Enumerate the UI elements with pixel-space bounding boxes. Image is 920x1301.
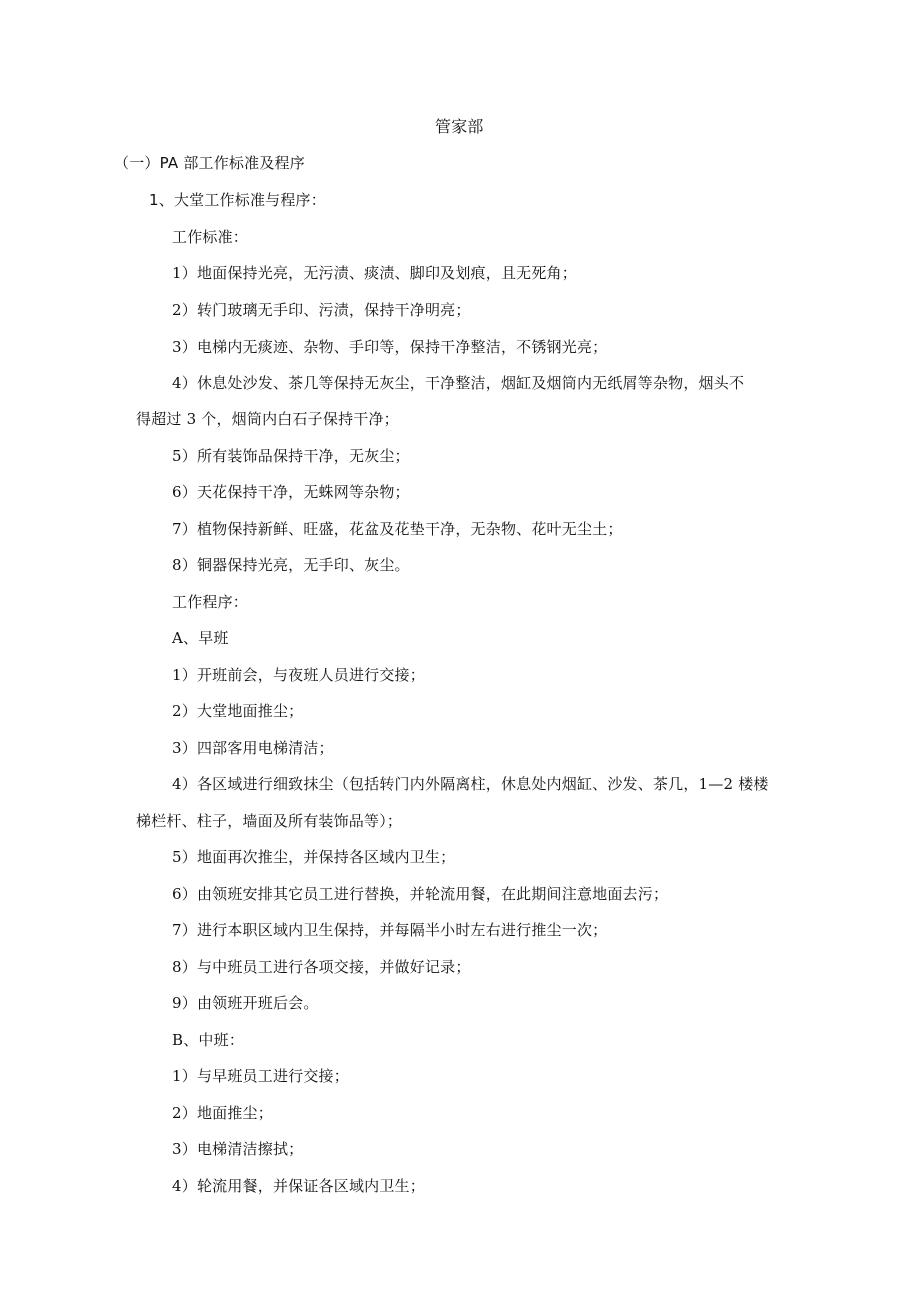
standards-heading: 工作标准： <box>172 228 249 246</box>
shift-a-label: A、早班 <box>172 629 229 647</box>
standard-item: 6）天花保持干净，无蛛网等杂物； <box>172 483 410 501</box>
standard-item-continuation: 得超过 3 个，烟筒内白石子保持干净； <box>136 410 399 428</box>
shift-a-step: 1）开班前会，与夜班人员进行交接； <box>172 666 425 684</box>
shift-a-step: 3）四部客用电梯清洁； <box>172 739 334 757</box>
shift-a-step: 4）各区域进行细致抹尘（包括转门内外隔离柱，休息处内烟缸、沙发、茶几，1—2 楼楼 <box>172 775 769 793</box>
procedures-heading: 工作程序： <box>172 593 249 611</box>
shift-a-step: 8）与中班员工进行各项交接，并做好记录； <box>172 958 471 976</box>
shift-b-step: 1）与早班员工进行交接； <box>172 1067 349 1085</box>
subsection-heading: 1、大堂工作标准与程序： <box>149 191 326 209</box>
shift-a-step: 6）由领班安排其它员工进行替换，并轮流用餐，在此期间注意地面去污； <box>172 885 669 903</box>
shift-a-step: 7）进行本职区域内卫生保持，并每隔半小时左右进行推尘一次； <box>172 921 608 939</box>
shift-a-step: 2）大堂地面推尘； <box>172 702 304 720</box>
standard-item: 8）铜器保持光亮，无手印、灰尘。 <box>172 556 410 574</box>
shift-a-step: 5）地面再次推尘，并保持各区域内卫生； <box>172 848 456 866</box>
page-title: 管家部 <box>435 117 484 136</box>
standard-item: 5）所有装饰品保持干净，无灰尘； <box>172 447 410 465</box>
standard-item: 1）地面保持光亮，无污渍、痰渍、脚印及划痕，且无死角； <box>172 264 577 282</box>
shift-b-step: 3）电梯清洁擦拭； <box>172 1140 304 1158</box>
shift-a-step: 9）由领班开班后会。 <box>172 994 319 1012</box>
standard-item: 7）植物保持新鲜、旺盛，花盆及花垫干净，无杂物、花叶无尘土； <box>172 520 623 538</box>
shift-b-label: B、中班： <box>172 1031 245 1049</box>
standard-item: 4）休息处沙发、茶几等保持无灰尘，干净整洁，烟缸及烟筒内无纸屑等杂物，烟头不 <box>172 374 745 392</box>
section-heading: （一）PA 部工作标准及程序 <box>114 154 305 172</box>
shift-a-step-continuation: 梯栏杆、柱子，墙面及所有装饰品等）； <box>136 812 403 830</box>
standard-item: 3）电梯内无痰迹、杂物、手印等，保持干净整洁，不锈钢光亮； <box>172 338 608 356</box>
shift-b-step: 4）轮流用餐，并保证各区域内卫生； <box>172 1177 425 1195</box>
shift-b-step: 2）地面推尘； <box>172 1104 273 1122</box>
standard-item: 2）转门玻璃无手印、污渍，保持干净明亮； <box>172 301 471 319</box>
